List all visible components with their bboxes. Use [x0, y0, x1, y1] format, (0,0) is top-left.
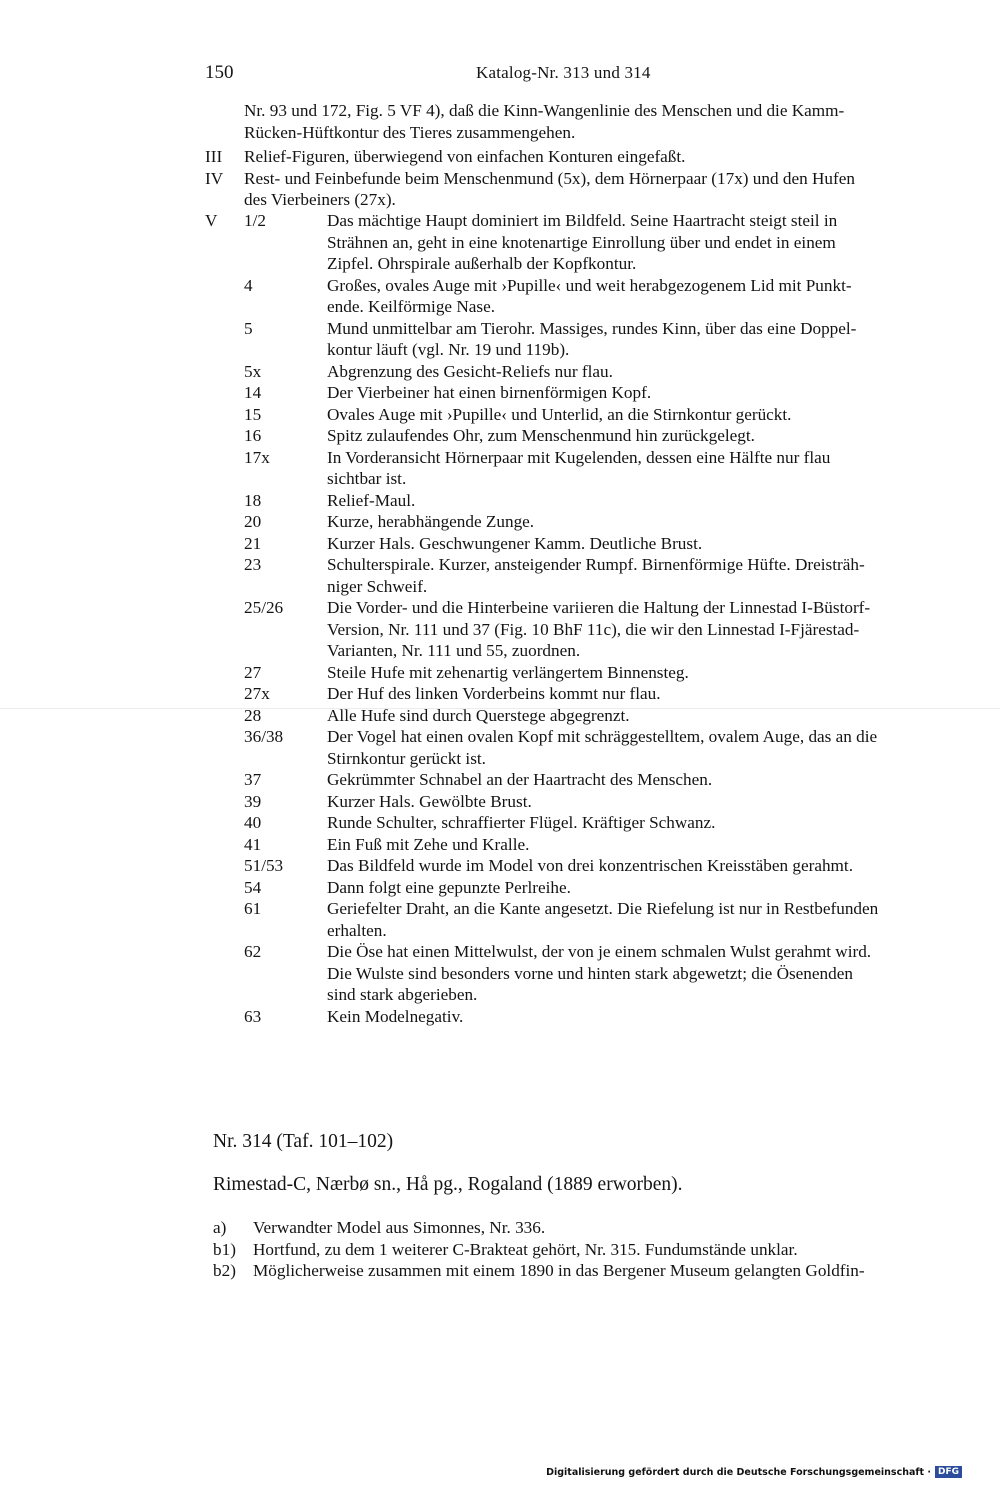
list-item	[205, 146, 920, 168]
list-item	[205, 210, 921, 275]
item-code: 51/53	[244, 856, 284, 875]
item-label: IV	[205, 168, 224, 188]
list-item	[205, 791, 921, 813]
item-code: 25/26	[244, 598, 284, 617]
item-code: 17x	[244, 447, 270, 467]
text-line: Großes, ovales Auge mit ›Pupille‹ und weit herabgezogenem Lid mit Punkt-	[327, 275, 852, 295]
item-text	[327, 511, 921, 533]
entry-notes-list	[213, 1217, 923, 1282]
list-item	[205, 425, 921, 447]
item-text	[327, 726, 921, 769]
item-text	[327, 898, 921, 941]
text-line: Nr. 93 und 172, Fig. 5 VF 4), daß die Kinn-Wangenlinie des Menschen und die Kamm-	[244, 101, 845, 120]
item-code: 4	[244, 275, 253, 295]
text-line: Relief-Maul.	[327, 490, 416, 510]
list-item	[205, 769, 921, 791]
text-line: Geriefelter Draht, an die Kante angesetzt. Die Riefelung ist nur in Restbefunden	[327, 899, 879, 918]
dfg-logo: DFG	[935, 1466, 962, 1478]
text-line: Mund unmittelbar am Tierohr. Massiges, rundes Kinn, über das eine Doppel-	[327, 318, 857, 338]
item-code: 27	[244, 662, 262, 682]
item-text	[327, 490, 921, 512]
item-text	[327, 382, 921, 404]
catalog-entry-heading: Nr. 314 (Taf. 101–102)	[213, 1131, 394, 1152]
list-item	[213, 1239, 923, 1261]
text-line: des Vierbeiners (27x).	[244, 190, 396, 209]
item-code: 37	[244, 770, 262, 789]
credit-text: Digitalisierung gefördert durch die Deutsche Forschungsgemeinschaft ·	[546, 1466, 931, 1478]
item-text	[327, 769, 921, 791]
item-text	[327, 275, 921, 318]
item-code: 18	[244, 490, 262, 510]
text-line: Die Öse hat einen Mittelwulst, der von je einem schmalen Wulst gerahmt wird.	[327, 942, 872, 961]
text-line: Ovales Auge mit ›Pupille‹ und Unterlid, an die Stirnkontur gerückt.	[327, 404, 792, 424]
item-text	[327, 533, 921, 555]
list-item	[205, 490, 921, 512]
text-line: niger Schweif.	[327, 576, 428, 596]
list-item	[205, 898, 921, 941]
section-v	[205, 210, 921, 1027]
text-line: Rücken-Hüftkontur des Tieres zusammengehen.	[244, 122, 576, 142]
item-label: b2)	[213, 1261, 236, 1280]
text-line: Kurzer Hals. Geschwungener Kamm. Deutliche Brust.	[327, 533, 703, 553]
item-code: 14	[244, 383, 262, 402]
text-line: Die Vorder- und die Hinterbeine variieren die Haltung der Linnestad I-Büstorf-	[327, 598, 871, 617]
text-line: Das mächtige Haupt dominiert im Bildfeld. Seine Haartracht steigt steil in	[327, 211, 838, 230]
item-text	[327, 834, 921, 856]
item-text	[327, 361, 921, 383]
item-text	[327, 705, 921, 727]
text-line: Kurzer Hals. Gewölbte Brust.	[327, 791, 532, 811]
item-code: 5	[244, 318, 253, 338]
section-v-entries	[205, 210, 921, 1027]
text-line: In Vorderansicht Hörnerpaar mit Kugelenden, dessen eine Hälfte nur flau	[327, 447, 831, 467]
list-item	[205, 941, 921, 1006]
list-item	[205, 662, 921, 684]
item-label: a)	[213, 1218, 227, 1237]
item-text	[244, 146, 920, 168]
list-item	[205, 275, 921, 318]
item-text: Verwandter Model aus Simonnes, Nr. 336.	[253, 1218, 546, 1237]
item-code: 23	[244, 555, 262, 574]
text-line: Kein Modelnegativ.	[327, 1006, 464, 1026]
text-line: Runde Schulter, schraffierter Flügel. Kräftiger Schwanz.	[327, 813, 716, 832]
item-text	[327, 855, 921, 877]
list-item	[205, 318, 921, 361]
item-code: 21	[244, 533, 262, 553]
text-line: Spitz zulaufendes Ohr, zum Menschenmund hin zurückgelegt.	[327, 426, 755, 445]
list-item	[205, 1006, 921, 1028]
item-code: 16	[244, 426, 262, 445]
text-line: Alle Hufe sind durch Querstege abgegrenzt.	[327, 705, 630, 725]
list-item	[213, 1260, 923, 1282]
item-text	[327, 447, 921, 490]
item-code: 15	[244, 404, 262, 424]
item-text	[244, 168, 920, 211]
list-item	[205, 877, 921, 899]
item-text	[327, 554, 921, 597]
item-code: 39	[244, 791, 262, 811]
text-line: Version, Nr. 111 und 37 (Fig. 10 BhF 11c), die wir den Linnestad I-Fjärestad-	[327, 619, 860, 639]
text-line: Strähnen an, geht in eine knotenartige Einrollung über und endet in einem	[327, 232, 836, 252]
digitization-credit	[546, 1466, 962, 1478]
list-item	[205, 554, 921, 597]
item-code: 27x	[244, 684, 270, 703]
list-item	[205, 361, 921, 383]
text-line: Rest- und Feinbefunde beim Menschenmund (5x), dem Hörnerpaar (17x) und den Hufen	[244, 168, 855, 188]
text-line: Das Bildfeld wurde im Model von drei konzentrischen Kreisstäben gerahmt.	[327, 856, 853, 875]
text-line: Der Vierbeiner hat einen birnenförmigen Kopf.	[327, 383, 652, 402]
item-code: 28	[244, 705, 262, 725]
text-line: kontur läuft (vgl. Nr. 19 und 119b).	[327, 340, 570, 359]
item-text	[327, 597, 921, 662]
list-item	[205, 511, 921, 533]
text-line: Dann folgt eine gepunzte Perlreihe.	[327, 877, 571, 897]
continuation-paragraph	[244, 100, 920, 143]
item-code: 20	[244, 512, 262, 531]
page-header	[0, 62, 1000, 88]
text-line: Schulterspirale. Kurzer, ansteigender Rumpf. Birnenförmige Hüfte. Dreisträh-	[327, 555, 865, 574]
list-item	[205, 168, 920, 211]
text-line: sind stark abgerieben.	[327, 985, 478, 1004]
text-line: ende. Keilförmige Nase.	[327, 297, 495, 316]
list-item	[205, 404, 921, 426]
text-line: Varianten, Nr. 111 und 55, zuordnen.	[327, 641, 581, 660]
item-code: 54	[244, 877, 262, 897]
list-item	[205, 705, 921, 727]
item-code: 62	[244, 942, 262, 961]
item-code: 40	[244, 813, 262, 832]
item-code: 1/2	[244, 211, 266, 230]
text-line: Relief-Figuren, überwiegend von einfachen Konturen eingefaßt.	[244, 147, 686, 166]
text-line: Kurze, herabhängende Zunge.	[327, 512, 535, 531]
item-text	[327, 210, 921, 275]
roman-numbered-list	[205, 146, 920, 211]
text-line: Der Huf des linken Vorderbeins kommt nur flau.	[327, 684, 661, 703]
item-code: 41	[244, 834, 262, 854]
text-line: erhalten.	[327, 920, 387, 940]
list-item	[213, 1217, 923, 1239]
text-line: Steile Hufe mit zehenartig verlängertem Binnensteg.	[327, 662, 689, 682]
item-code: 63	[244, 1006, 262, 1026]
text-line: Stirnkontur gerückt ist.	[327, 748, 486, 768]
find-location: Rimestad-C, Nærbø sn., Hå pg., Rogaland (1889 erworben).	[213, 1174, 683, 1195]
item-text	[327, 404, 921, 426]
item-text	[327, 877, 921, 899]
item-text	[327, 941, 921, 1006]
item-text	[327, 812, 921, 834]
running-head: Katalog-Nr. 313 und 314	[476, 63, 651, 82]
list-item	[205, 597, 921, 662]
text-line: Die Wulste sind besonders vorne und hinten stark abgewetzt; die Ösenenden	[327, 963, 853, 983]
text-line: Der Vogel hat einen ovalen Kopf mit schräggestelltem, ovalem Auge, das an die	[327, 727, 878, 746]
item-text	[327, 683, 921, 705]
item-code: 36/38	[244, 727, 284, 746]
item-text	[327, 1006, 921, 1028]
item-text	[327, 318, 921, 361]
section-label: V	[205, 211, 218, 230]
text-line: Gekrümmter Schnabel an der Haartracht des Menschen.	[327, 770, 713, 789]
list-item	[205, 726, 921, 769]
text-line: Ein Fuß mit Zehe und Kralle.	[327, 834, 530, 854]
list-item	[205, 855, 921, 877]
text-line: Zipfel. Ohrspirale außerhalb der Kopfkontur.	[327, 254, 637, 273]
text-line: Abgrenzung des Gesicht-Reliefs nur flau.	[327, 361, 613, 381]
item-text: Möglicherweise zusammen mit einem 1890 in das Bergener Museum gelangten Goldfin-	[253, 1261, 865, 1280]
item-text	[327, 425, 921, 447]
item-text: Hortfund, zu dem 1 weiterer C-Brakteat gehört, Nr. 315. Fundumstände unklar.	[253, 1239, 798, 1259]
item-code: 5x	[244, 361, 262, 381]
list-item	[205, 683, 921, 705]
list-item	[205, 382, 921, 404]
page-number: 150	[205, 62, 234, 83]
item-text	[327, 662, 921, 684]
list-item	[205, 834, 921, 856]
item-text	[327, 791, 921, 813]
item-code: 61	[244, 899, 262, 918]
text-line: sichtbar ist.	[327, 469, 407, 488]
item-label: III	[205, 147, 223, 166]
list-item	[205, 533, 921, 555]
list-item	[205, 812, 921, 834]
list-item	[205, 447, 921, 490]
item-label: b1)	[213, 1239, 236, 1259]
